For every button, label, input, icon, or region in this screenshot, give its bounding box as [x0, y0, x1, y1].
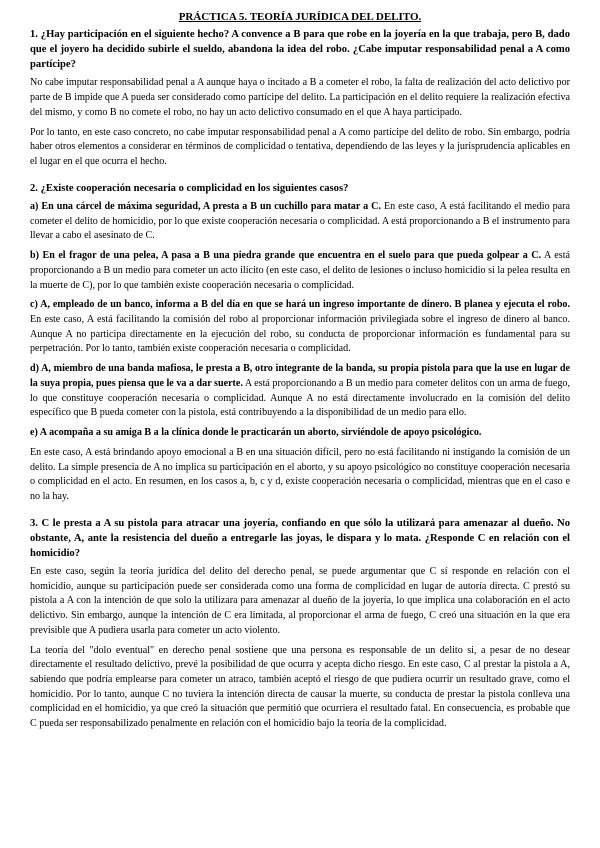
answer-3-paragraph-1: En este caso, según la teoría jurídica del delito del derecho penal, se puede argumentar que C sí responde en relación con el homicidio, aunque su participación puede ser considerada como una forma de complicidad en lugar de autoría directa. C prestó su pistola a A con la intención de que solo la utilizara para amenazar al dueño de la joyería, lo que implica una colaboración en el acto delictivo. Sin embargo, aunque la intención de C era limitada, al proporcionar el arma de fuego, C creó una situación en la que era previsible que A pudiera usarla para cometer un acto violento. — [30, 565, 570, 636]
case-b-answer: A está proporcionando a B un medio para cometer un acto ilícito (en este caso, el delito de lesiones o incluso homicidio si la pelea resulta en la muerte de C), por lo que también existe cooperación necesaria o complicidad. — [30, 250, 570, 291]
page-title: PRÁCTICA 5. TEORÍA JURÍDICA DEL DELITO. — [178, 11, 422, 23]
case-e-answer: En este caso, A está brindando apoyo emocional a B en una situación difícil, pero no está facilitando ni instigando la comisión de un delito. La simple presencia de A no implica su participación en el aborto, y su apoyo psicológico no constituye cooperación necesaria o complicidad en el acto. En resumen, en los casos a, b, c y d, existe cooperación necesaria o complicidad, mientras que en el caso e no la hay. — [30, 446, 570, 503]
case-e-title — [30, 426, 570, 441]
case-b-title: b) En el fragor de una pelea, A pasa a B una piedra grande que encuentra en el suelo para que pueda golpear a C. — [30, 250, 542, 262]
case-a-answer: En este caso, A está facilitando el medio para cometer el delito de homicidio, por lo que existe cooperación necesaria o complicidad. A está proporcionando a B el instrumento para llevar a cabo el asesinato de C. — [30, 200, 571, 242]
case-d-title: d) A, miembro de una banda mafiosa, le presta a B, otro integrante de la banda, su propia pistola para que la use en lugar de la suya propia, pues piensa que le va a dar suerte. — [30, 363, 570, 389]
case-c — [30, 298, 570, 357]
case-e-title-text: e) A acompaña a su amiga B a la clínica donde le practicarán un aborto, sirviéndole de apoyo psicológico. — [30, 427, 482, 439]
answer-1-paragraph-2: Por lo tanto, en este caso concreto, no cabe imputar responsabilidad penal a A como partícipe del delito de robo. Sin embargo, podría haber otros elementos a considerar en términos de complicidad o tentativa, dependiendo de las leyes y la jurisprudencia aplicables en el lugar en el que ocurra el hecho. — [30, 126, 570, 168]
case-b — [30, 249, 570, 293]
case-c-answer: En este caso, A está facilitando la comisión del robo al proporcionar información privilegiada sobre el ingreso de dinero al banco. Aunque A no participa directamente en la ejecución del robo, su conducta de proporcionar información es fundamental para su perpetración. Por lo tanto, también existe cooperación necesaria o complicidad. — [30, 313, 570, 355]
question-2: 2. ¿Existe cooperación necesaria o complicidad en los siguientes casos? — [30, 182, 349, 194]
case-c-title: c) A, empleado de un banco, informa a B del día en que se hará un ingreso importante de dinero. B planea y ejecuta el robo. — [30, 299, 570, 311]
case-a-title: a) En una cárcel de máxima seguridad, A presta a B un cuchillo para matar a C. — [30, 200, 381, 212]
case-d — [30, 362, 570, 421]
case-a — [30, 200, 570, 244]
question-3: 3. C le presta a A su pistola para atracar una joyería, confiando en que sólo la utilizará para amenazar al dueño. No obstante, A, ante la resistencia del dueño a entregarle las joyas, le dispara y lo mata. ¿Responde C en relación con el homicidio? — [30, 517, 570, 559]
case-d-answer: A está proporcionando a B un medio para cometer delitos con un arma de fuego, lo que constituye cooperación necesaria o complicidad. Aunque A no está directamente involucrado en la comisión del delito específico que B pueda cometer con la pistola, está contribuyendo a la disponibilidad de un medio para ello. — [30, 377, 570, 419]
question-1: 1. ¿Hay participación en el siguiente hecho? A convence a B para que robe en la joyería en la que trabaja, pero B, dado que el joyero ha decidido subirle el sueldo, abandona la idea del robo. ¿Cabe imputar responsabilidad penal a A como partícipe? — [30, 29, 570, 71]
answer-3-paragraph-2: La teoría del "dolo eventual" en derecho penal sostiene que una persona es responsable de un delito si, a pesar de no desear directamente el resultado delictivo, prevé la posibilidad de que ocurra y acepta dicho riesgo. En este caso, C al prestar la pistola a A, sabiendo que podría emplearse para cometer un atraco, también aceptó el riesgo de que pudiera ocurrir un resultado grave, como el homicidio. Por lo tanto, aunque C no tuviera la intención directa de causar la muerte, su conducta de prestar la pistola conlleva una complicidad en el homicidio, ya que creó la situación que permitió que ocurriera el resultado fatal. En consecuencia, es probable que C pueda ser responsabilizado penalmente en relación con el homicidio bajo la teoría de la complicidad. — [30, 644, 570, 730]
answer-1-paragraph-1: No cabe imputar responsabilidad penal a A aunque haya o incitado a B a cometer el robo, la falta de realización del acto delictivo por parte de B impide que A pueda ser considerado como partícipe del delito. La participación en el delito requiere la realización efectiva del mismo, y como B no comete el robo, no hay un acto delictivo consumado en el que A haya participado. — [30, 77, 570, 118]
